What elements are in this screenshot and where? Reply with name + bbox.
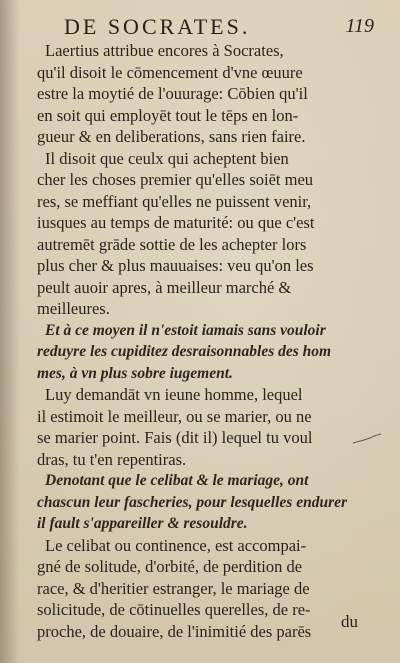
- text-line: plus cher & plus mauuaises: veu qu'on les: [37, 256, 314, 275]
- text-line: gueur & en deliberations, sans rien faire.: [37, 127, 306, 146]
- text-line: Et à ce moyen il n'estoit iamais sans vouloir: [45, 321, 326, 339]
- text-line: proche, de douaire, de l'inimitié des parēs: [37, 621, 312, 641]
- gutter-shadow: [0, 0, 20, 663]
- text-line: gné de solitude, d'orbité, de perdition de: [37, 557, 303, 576]
- text-line: iusques au temps de maturité: ou que c'est: [37, 213, 315, 232]
- text-line: cher les choses premier qu'elles soiēt meu: [37, 170, 314, 189]
- running-title: DE SOCRATES.: [64, 14, 251, 39]
- text-line: meilleures.: [37, 299, 110, 318]
- text-line: il fault s'appareiller & resouldre.: [37, 515, 248, 532]
- text-line: il estimoit le meilleur, ou se marier, ou ne: [37, 406, 312, 426]
- text-line: Le celibat ou continence, est accompai-: [45, 535, 307, 555]
- text-line: Luy demandāt vn ieune homme, lequel: [45, 385, 303, 404]
- text-line: qu'il disoit le cōmencement d'vne œuure: [37, 62, 303, 82]
- text-line: Laertius attribue encores à Socrates,: [45, 41, 284, 60]
- text-line: race, & d'heritier estranger, le mariage de: [37, 578, 310, 598]
- text-line: reduyre les cupiditez desraisonnables des hom: [37, 343, 332, 360]
- text-line: peult auoir apres, à meilleur marché &: [37, 277, 292, 297]
- margin-pen-mark: [352, 433, 382, 447]
- text-line: dras, tu t'en repentiras.: [37, 449, 187, 469]
- text-line: estre la moytié de l'ouurage: Cōbien qu'il: [37, 84, 308, 103]
- text-line: chascun leur fascheries, pour lesquelles endurer: [37, 493, 348, 511]
- text-line: Il disoit que ceulx qui acheptent bien: [45, 148, 289, 168]
- page-header: [36, 14, 386, 40]
- catchword: du: [341, 612, 358, 631]
- text-line: Denotant que le celibat & le mariage, ont: [45, 472, 309, 489]
- text-line: mes, à vn plus sobre iugement.: [37, 364, 233, 382]
- text-line: en soit qui employēt tout le tēps en lon-: [37, 105, 299, 125]
- text-line: res, se meffiant qu'elles ne puissent venir,: [37, 191, 312, 211]
- text-block: [37, 40, 362, 642]
- text-line: se marier point. Fais (dit il) lequel tu voul: [37, 428, 313, 447]
- text-line: autremēt grāde sottie de les achepter lors: [37, 234, 307, 254]
- text-line: solicitude, de cōtinuelles querelles, de re-: [37, 600, 311, 619]
- page-number: 119: [345, 15, 374, 37]
